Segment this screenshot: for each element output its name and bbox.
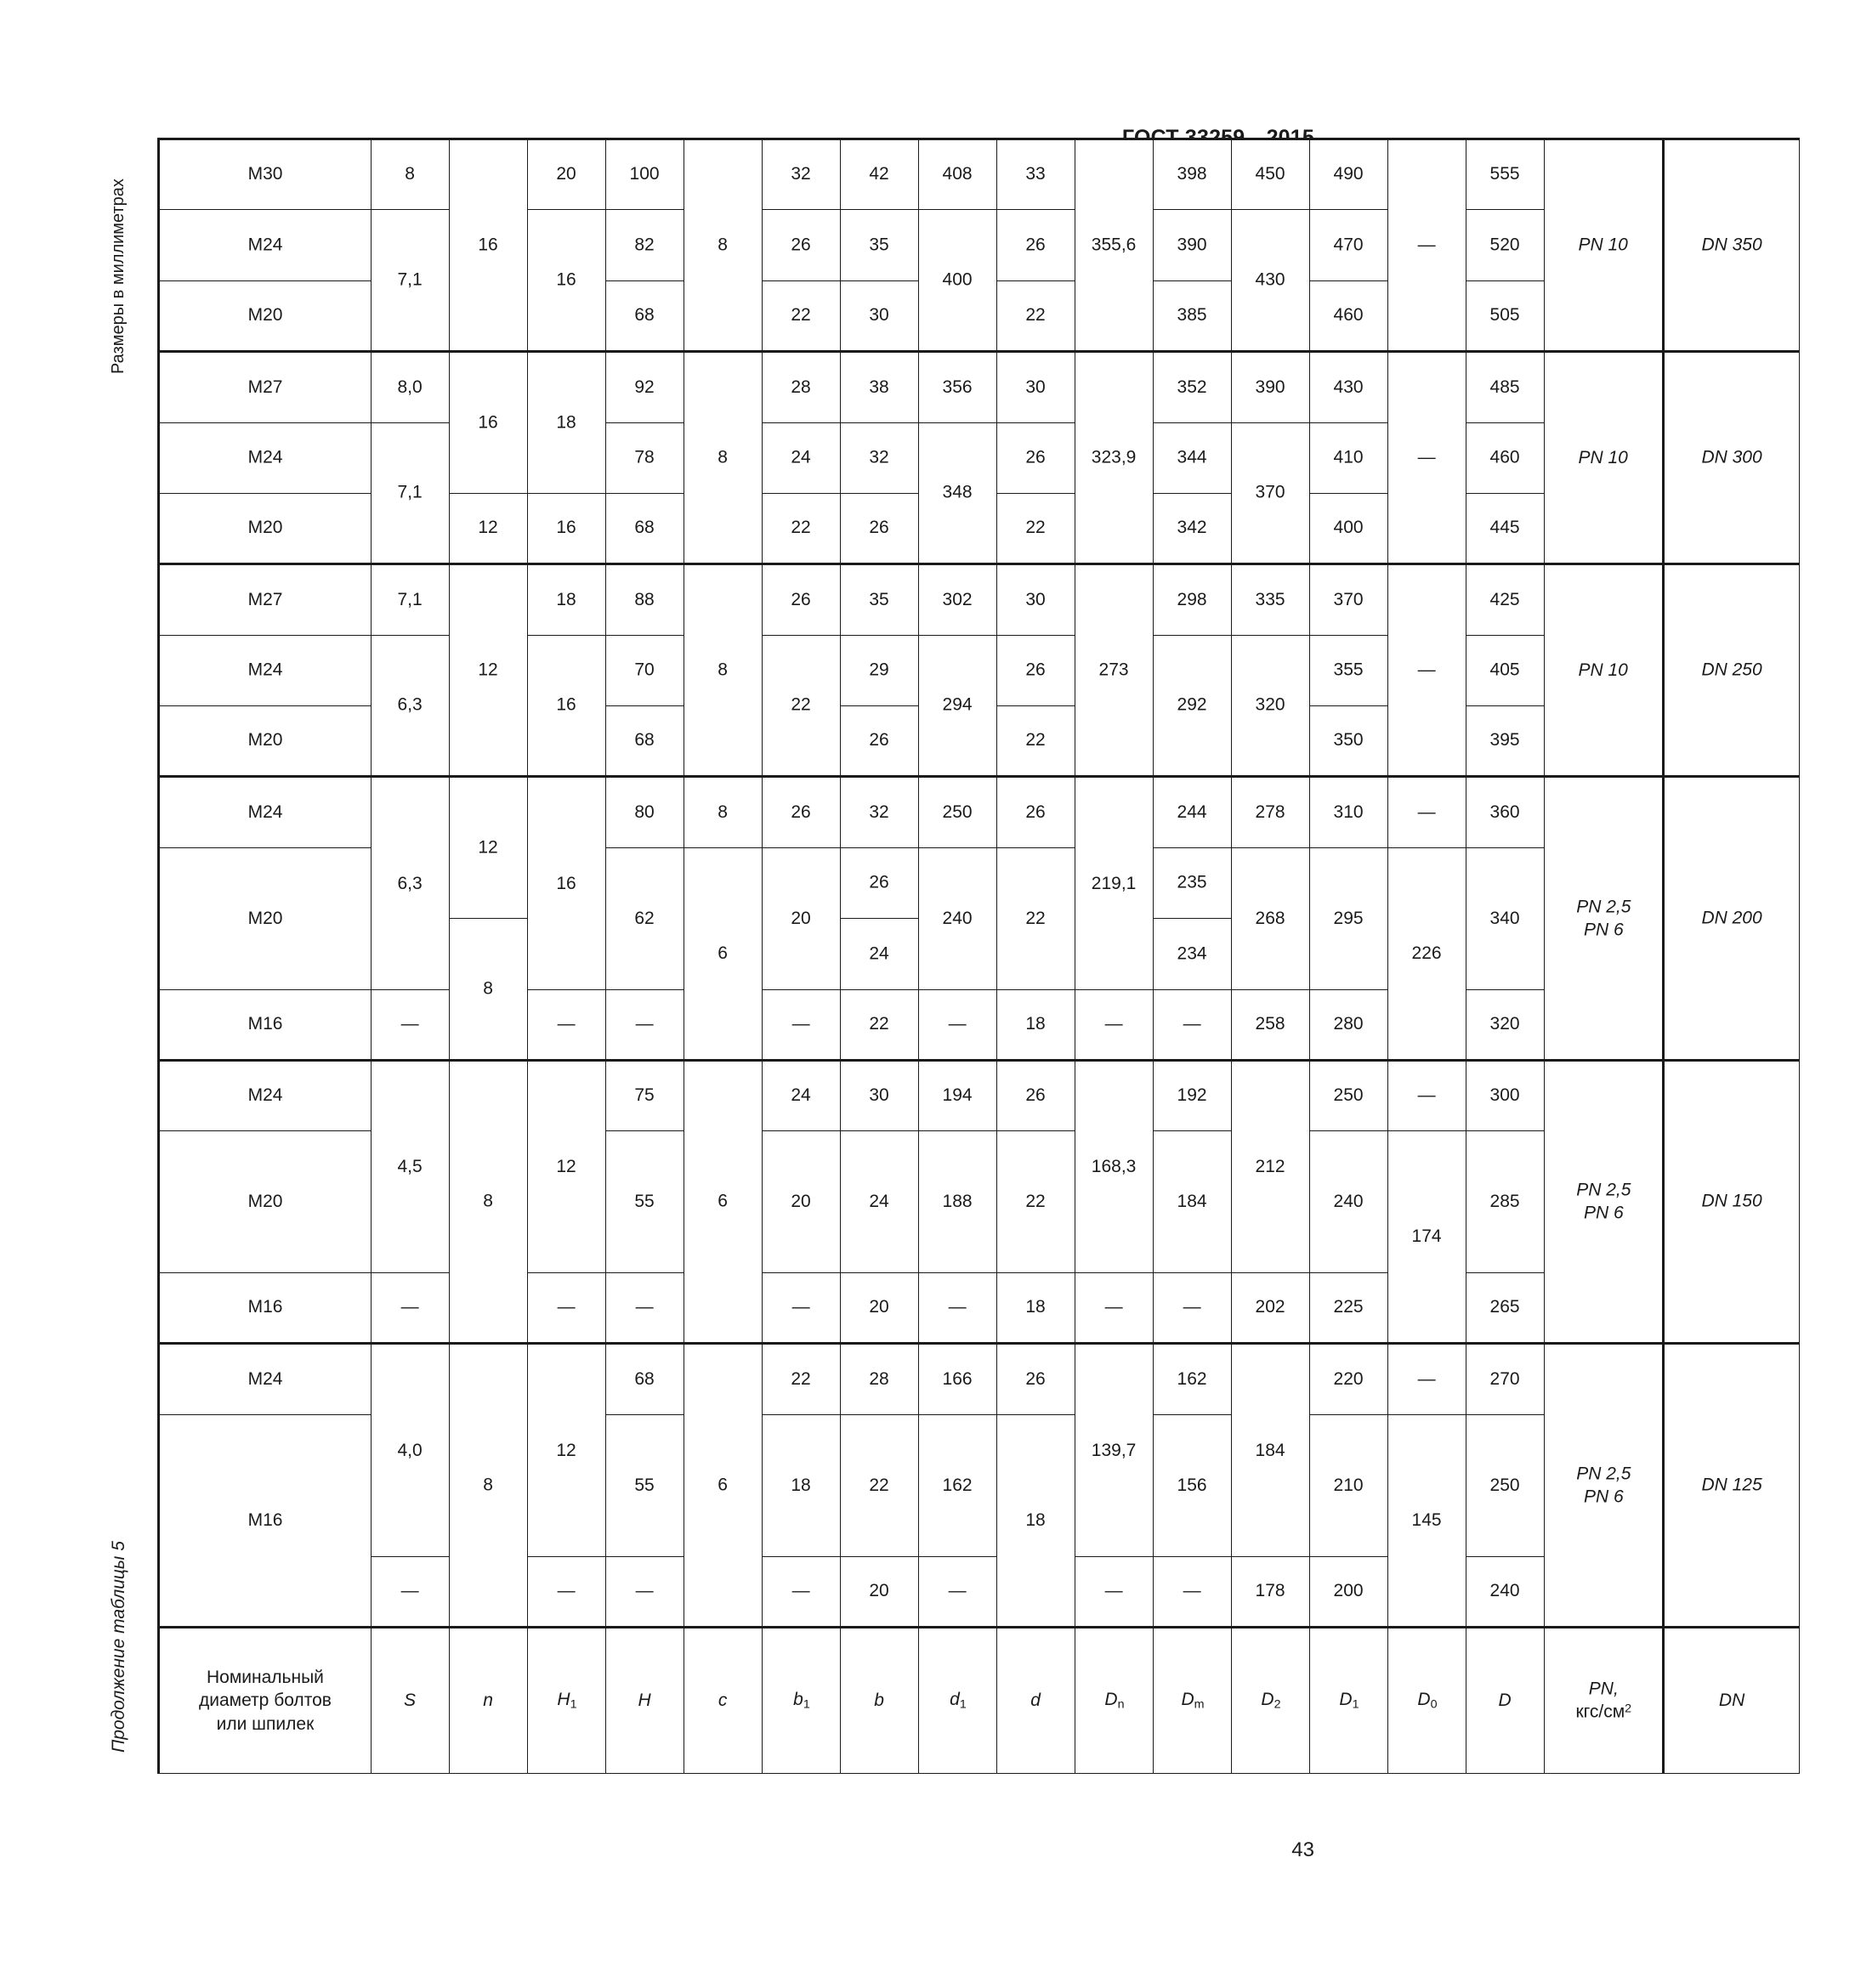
cell-n: 12 xyxy=(450,777,528,919)
cell-Dm: 184 xyxy=(1154,1131,1232,1273)
cell-M: M20 xyxy=(159,1131,372,1273)
cell-M: M16 xyxy=(159,1273,372,1344)
cell-D0: 226 xyxy=(1388,847,1466,1060)
table-row-M xyxy=(159,139,372,1774)
cell-b: 29 xyxy=(841,635,919,705)
table-continuation-caption: Продолжение таблицы 5 xyxy=(109,1541,128,1753)
cell-D: 485 xyxy=(1466,352,1545,422)
cell-n: 8 xyxy=(450,1061,528,1345)
row-header-D0: $D_0$ xyxy=(1388,1628,1466,1774)
cell-Dn: 168,3 xyxy=(1075,1061,1154,1273)
cell-b: 24 xyxy=(841,1131,919,1273)
table-row-c xyxy=(684,139,763,1774)
cell-S: — xyxy=(372,989,450,1060)
cell-n: 16 xyxy=(450,352,528,494)
cell-S: 7,1 xyxy=(372,564,450,635)
row-header-DN: DN xyxy=(1664,1628,1800,1774)
cell-M: M24 xyxy=(159,777,372,847)
page-number: 43 xyxy=(1291,1838,1314,1861)
cell-D: 445 xyxy=(1466,494,1545,564)
cell-S: 7,1 xyxy=(372,422,450,564)
cell-Dm: 385 xyxy=(1154,280,1232,351)
row-header-S: S xyxy=(372,1628,450,1774)
cell-Dm: 342 xyxy=(1154,494,1232,564)
row-header-c: c xyxy=(684,1628,763,1774)
row-header-D1: $D_1$ xyxy=(1310,1628,1388,1774)
cell-d1: 294 xyxy=(919,635,997,777)
cell-S: 8 xyxy=(372,139,450,211)
cell-b: 32 xyxy=(841,422,919,493)
cell-D1: 310 xyxy=(1310,777,1388,847)
cell-S: 7,1 xyxy=(372,210,450,352)
cell-M: M20 xyxy=(159,494,372,564)
cell-d: 22 xyxy=(997,1131,1075,1273)
table-row-D0 xyxy=(1388,139,1466,1774)
cell-n: 8 xyxy=(450,919,528,1061)
cell-M: M20 xyxy=(159,847,372,989)
cell-H: — xyxy=(606,989,684,1060)
cell-D: 460 xyxy=(1466,422,1545,493)
cell-D2: 212 xyxy=(1232,1061,1310,1273)
cell-D0: — xyxy=(1388,1344,1466,1414)
cell-D: 520 xyxy=(1466,210,1545,280)
cell-n: 12 xyxy=(450,494,528,564)
cell-b1: 18 xyxy=(763,1414,841,1556)
cell-H: 70 xyxy=(606,635,684,705)
cell-d1: 400 xyxy=(919,210,997,352)
cell-b1: 24 xyxy=(763,422,841,493)
cell-D1: 240 xyxy=(1310,1131,1388,1273)
dn-group-label: DN 200 xyxy=(1664,777,1800,1061)
cell-D2: 320 xyxy=(1232,635,1310,777)
cell-Dm: 234 xyxy=(1154,919,1232,989)
cell-Dn: 273 xyxy=(1075,564,1154,777)
cell-b: 26 xyxy=(841,847,919,918)
cell-H1: 12 xyxy=(528,1061,606,1273)
cell-b: 26 xyxy=(841,494,919,564)
cell-PN: PN 2,5 PN 6 xyxy=(1545,1344,1664,1628)
cell-b1: — xyxy=(763,989,841,1060)
cell-PN: PN 2,5 PN 6 xyxy=(1545,1061,1664,1345)
cell-b: 30 xyxy=(841,280,919,351)
cell-D0: — xyxy=(1388,564,1466,777)
cell-D1: 430 xyxy=(1310,352,1388,422)
cell-d: 26 xyxy=(997,777,1075,847)
cell-d1: 194 xyxy=(919,1061,997,1131)
cell-d: 22 xyxy=(997,494,1075,564)
row-header-b1: $b_1$ xyxy=(763,1628,841,1774)
cell-d1: 188 xyxy=(919,1131,997,1273)
cell-H1: 18 xyxy=(528,564,606,635)
cell-Dm: 235 xyxy=(1154,847,1232,918)
cell-M: M16 xyxy=(159,989,372,1060)
cell-b: 42 xyxy=(841,139,919,211)
cell-S: 6,3 xyxy=(372,635,450,777)
cell-D2: 278 xyxy=(1232,777,1310,847)
cell-b1: 32 xyxy=(763,139,841,211)
cell-Dm: 244 xyxy=(1154,777,1232,847)
cell-d1: — xyxy=(919,1273,997,1344)
cell-d1: 250 xyxy=(919,777,997,847)
cell-D: 395 xyxy=(1466,706,1545,777)
cell-H1: 16 xyxy=(528,635,606,777)
units-caption: Размеры в миллиметрах xyxy=(109,178,128,374)
cell-M: M24 xyxy=(159,210,372,280)
cell-b1: — xyxy=(763,1273,841,1344)
cell-n: 8 xyxy=(450,1344,528,1628)
cell-D2: 258 xyxy=(1232,989,1310,1060)
cell-H: 92 xyxy=(606,352,684,422)
cell-Dm: — xyxy=(1154,989,1232,1060)
cell-H: 82 xyxy=(606,210,684,280)
cell-b: 30 xyxy=(841,1061,919,1131)
row-header-H: H xyxy=(606,1628,684,1774)
row-header-H1: $H_1$ xyxy=(528,1628,606,1774)
cell-d: 26 xyxy=(997,635,1075,705)
cell-M: M20 xyxy=(159,280,372,351)
cell-b1: 24 xyxy=(763,1061,841,1131)
cell-S: — xyxy=(372,1273,450,1344)
table-row-n xyxy=(450,139,528,1774)
cell-D2: 390 xyxy=(1232,352,1310,422)
row-header-M: Номинальный диаметр болтов или шпилек xyxy=(159,1628,372,1774)
cell-M: M27 xyxy=(159,564,372,635)
cell-d: 18 xyxy=(997,989,1075,1060)
cell-D1: 280 xyxy=(1310,989,1388,1060)
row-header-d: d xyxy=(997,1628,1075,1774)
cell-M: M24 xyxy=(159,1061,372,1131)
cell-d: 22 xyxy=(997,847,1075,989)
row-header-PN: PN, кгс/$см^2$ xyxy=(1545,1628,1664,1774)
cell-c: 6 xyxy=(684,847,763,1060)
cell-Dm: — xyxy=(1154,1556,1232,1627)
cell-D2: 335 xyxy=(1232,564,1310,635)
cell-b1: 22 xyxy=(763,635,841,777)
cell-D0: — xyxy=(1388,139,1466,352)
cell-D1: 220 xyxy=(1310,1344,1388,1414)
cell-M: M16 xyxy=(159,1414,372,1627)
cell-S: 4,5 xyxy=(372,1061,450,1273)
cell-b1: 26 xyxy=(763,210,841,280)
cell-b: 22 xyxy=(841,989,919,1060)
cell-c: 6 xyxy=(684,1061,763,1345)
dn-group-label: DN 250 xyxy=(1664,564,1800,777)
cell-n: 16 xyxy=(450,139,528,352)
cell-D1: 210 xyxy=(1310,1414,1388,1556)
cell-D2: 178 xyxy=(1232,1556,1310,1627)
cell-H1: 20 xyxy=(528,139,606,211)
cell-b: 28 xyxy=(841,1344,919,1414)
row-header-n: n xyxy=(450,1628,528,1774)
cell-D1: 350 xyxy=(1310,706,1388,777)
cell-d: 26 xyxy=(997,210,1075,280)
cell-Dm: 192 xyxy=(1154,1061,1232,1131)
cell-d: 22 xyxy=(997,706,1075,777)
cell-Dn: — xyxy=(1075,989,1154,1060)
cell-d: 33 xyxy=(997,139,1075,211)
cell-H: 68 xyxy=(606,494,684,564)
cell-D1: 200 xyxy=(1310,1556,1388,1627)
cell-d: 18 xyxy=(997,1273,1075,1344)
cell-D1: 410 xyxy=(1310,422,1388,493)
cell-Dm: — xyxy=(1154,1273,1232,1344)
cell-D: 360 xyxy=(1466,777,1545,847)
cell-c: 8 xyxy=(684,564,763,777)
cell-Dn: 139,7 xyxy=(1075,1344,1154,1556)
cell-M: M27 xyxy=(159,352,372,422)
cell-Dm: 344 xyxy=(1154,422,1232,493)
dn-group-label: DN 125 xyxy=(1664,1344,1800,1628)
cell-M: M24 xyxy=(159,635,372,705)
cell-S: 6,3 xyxy=(372,777,450,989)
cell-D1: 295 xyxy=(1310,847,1388,989)
cell-H: 55 xyxy=(606,1414,684,1556)
cell-d: 30 xyxy=(997,352,1075,422)
cell-D2: 268 xyxy=(1232,847,1310,989)
cell-b1: 22 xyxy=(763,494,841,564)
cell-D1: 355 xyxy=(1310,635,1388,705)
cell-H: 78 xyxy=(606,422,684,493)
cell-D: 425 xyxy=(1466,564,1545,635)
dn-group-label: DN 350 xyxy=(1664,139,1800,352)
cell-Dm: 390 xyxy=(1154,210,1232,280)
row-header-Dm: $D_m$ xyxy=(1154,1628,1232,1774)
cell-b1: 20 xyxy=(763,1131,841,1273)
cell-D: 300 xyxy=(1466,1061,1545,1131)
table-row-Dm xyxy=(1154,139,1232,1774)
cell-D: 405 xyxy=(1466,635,1545,705)
flange-dimensions-table xyxy=(157,138,1800,1774)
cell-d: 30 xyxy=(997,564,1075,635)
cell-H: 80 xyxy=(606,777,684,847)
cell-H: 68 xyxy=(606,706,684,777)
cell-S: 8,0 xyxy=(372,352,450,422)
cell-PN: PN 10 xyxy=(1545,139,1664,352)
cell-c: 6 xyxy=(684,1344,763,1628)
cell-D1: 370 xyxy=(1310,564,1388,635)
cell-D2: 202 xyxy=(1232,1273,1310,1344)
cell-b1: 26 xyxy=(763,777,841,847)
cell-D: 340 xyxy=(1466,847,1545,989)
cell-b1: 26 xyxy=(763,564,841,635)
cell-Dm: 292 xyxy=(1154,635,1232,777)
cell-H1: — xyxy=(528,1556,606,1627)
cell-D2: 450 xyxy=(1232,139,1310,211)
cell-Dn: — xyxy=(1075,1273,1154,1344)
cell-c: 8 xyxy=(684,352,763,564)
cell-H: 100 xyxy=(606,139,684,211)
cell-D0: 174 xyxy=(1388,1131,1466,1344)
cell-S: — xyxy=(372,1556,450,1627)
cell-Dm: 298 xyxy=(1154,564,1232,635)
cell-d1: — xyxy=(919,989,997,1060)
cell-H1: 18 xyxy=(528,352,606,494)
cell-Dn: 219,1 xyxy=(1075,777,1154,989)
cell-H: 62 xyxy=(606,847,684,989)
cell-b: 32 xyxy=(841,777,919,847)
cell-Dm: 156 xyxy=(1154,1414,1232,1556)
cell-D1: 225 xyxy=(1310,1273,1388,1344)
cell-d1: 348 xyxy=(919,422,997,564)
table-row-D2 xyxy=(1232,139,1310,1774)
cell-PN: PN 10 xyxy=(1545,352,1664,564)
cell-M: M20 xyxy=(159,706,372,777)
cell-H1: 16 xyxy=(528,210,606,352)
cell-n: 12 xyxy=(450,564,528,777)
cell-H: 68 xyxy=(606,280,684,351)
cell-b: 20 xyxy=(841,1556,919,1627)
cell-Dn: 323,9 xyxy=(1075,352,1154,564)
cell-d: 26 xyxy=(997,1061,1075,1131)
cell-S: 4,0 xyxy=(372,1344,450,1556)
cell-d1: 166 xyxy=(919,1344,997,1414)
dn-group-label: DN 300 xyxy=(1664,352,1800,564)
cell-b1: — xyxy=(763,1556,841,1627)
cell-H: 68 xyxy=(606,1344,684,1414)
cell-D0: — xyxy=(1388,352,1466,564)
cell-M: M24 xyxy=(159,1344,372,1414)
cell-D2: 430 xyxy=(1232,210,1310,352)
cell-H: 75 xyxy=(606,1061,684,1131)
cell-b: 20 xyxy=(841,1273,919,1344)
cell-b1: 22 xyxy=(763,1344,841,1414)
row-header-d1: $d_1$ xyxy=(919,1628,997,1774)
cell-H: 88 xyxy=(606,564,684,635)
table-row-H1 xyxy=(528,139,606,1774)
cell-b: 35 xyxy=(841,210,919,280)
cell-D1: 250 xyxy=(1310,1061,1388,1131)
cell-D1: 400 xyxy=(1310,494,1388,564)
cell-H1: 16 xyxy=(528,494,606,564)
cell-D: 270 xyxy=(1466,1344,1545,1414)
table-row-S xyxy=(372,139,450,1774)
cell-b1: 20 xyxy=(763,847,841,989)
cell-b1: 28 xyxy=(763,352,841,422)
cell-H1: — xyxy=(528,1273,606,1344)
cell-D0: 145 xyxy=(1388,1414,1466,1627)
cell-D0: — xyxy=(1388,777,1466,847)
cell-D1: 460 xyxy=(1310,280,1388,351)
cell-D0: — xyxy=(1388,1061,1466,1131)
cell-d1: 240 xyxy=(919,847,997,989)
cell-D1: 470 xyxy=(1310,210,1388,280)
cell-D2: 184 xyxy=(1232,1344,1310,1556)
cell-b: 22 xyxy=(841,1414,919,1556)
cell-M: M24 xyxy=(159,422,372,493)
cell-H: — xyxy=(606,1556,684,1627)
cell-Dn: 355,6 xyxy=(1075,139,1154,352)
cell-d: 26 xyxy=(997,422,1075,493)
cell-c: 8 xyxy=(684,139,763,352)
cell-D: 505 xyxy=(1466,280,1545,351)
cell-Dm: 162 xyxy=(1154,1344,1232,1414)
cell-d1: 162 xyxy=(919,1414,997,1556)
cell-D: 285 xyxy=(1466,1131,1545,1273)
cell-D: 240 xyxy=(1466,1556,1545,1627)
table-row-d xyxy=(997,139,1075,1774)
cell-D: 320 xyxy=(1466,989,1545,1060)
cell-d: 22 xyxy=(997,280,1075,351)
cell-H1: 16 xyxy=(528,777,606,989)
row-header-b: b xyxy=(841,1628,919,1774)
cell-PN: PN 2,5 PN 6 xyxy=(1545,777,1664,1061)
cell-D: 250 xyxy=(1466,1414,1545,1556)
dn-group-label: DN 150 xyxy=(1664,1061,1800,1345)
cell-b: 38 xyxy=(841,352,919,422)
row-header-Dn: $D_n$ xyxy=(1075,1628,1154,1774)
cell-D2: 370 xyxy=(1232,422,1310,564)
cell-Dm: 398 xyxy=(1154,139,1232,211)
row-header-D2: $D_2$ xyxy=(1232,1628,1310,1774)
cell-b: 24 xyxy=(841,919,919,989)
cell-M: M30 xyxy=(159,139,372,211)
cell-H1: — xyxy=(528,989,606,1060)
table-row-b xyxy=(841,139,919,1774)
cell-b: 35 xyxy=(841,564,919,635)
cell-d1: 408 xyxy=(919,139,997,211)
cell-d: 18 xyxy=(997,1414,1075,1627)
cell-Dn: — xyxy=(1075,1556,1154,1627)
cell-H: 55 xyxy=(606,1131,684,1273)
cell-D: 265 xyxy=(1466,1273,1545,1344)
cell-d1: — xyxy=(919,1556,997,1627)
cell-PN: PN 10 xyxy=(1545,564,1664,777)
table-row-PN xyxy=(1545,139,1664,1774)
cell-c: 8 xyxy=(684,777,763,847)
row-header-D: D xyxy=(1466,1628,1545,1774)
cell-b1: 22 xyxy=(763,280,841,351)
cell-d: 26 xyxy=(997,1344,1075,1414)
cell-H1: 12 xyxy=(528,1344,606,1556)
flange-dimensions-table-wrapper xyxy=(157,138,1762,1774)
cell-H: — xyxy=(606,1273,684,1344)
cell-d1: 302 xyxy=(919,564,997,635)
cell-D: 555 xyxy=(1466,139,1545,211)
table-row-DN xyxy=(1664,139,1800,1774)
cell-Dm: 352 xyxy=(1154,352,1232,422)
cell-d1: 356 xyxy=(919,352,997,422)
cell-D1: 490 xyxy=(1310,139,1388,211)
cell-b: 26 xyxy=(841,706,919,777)
